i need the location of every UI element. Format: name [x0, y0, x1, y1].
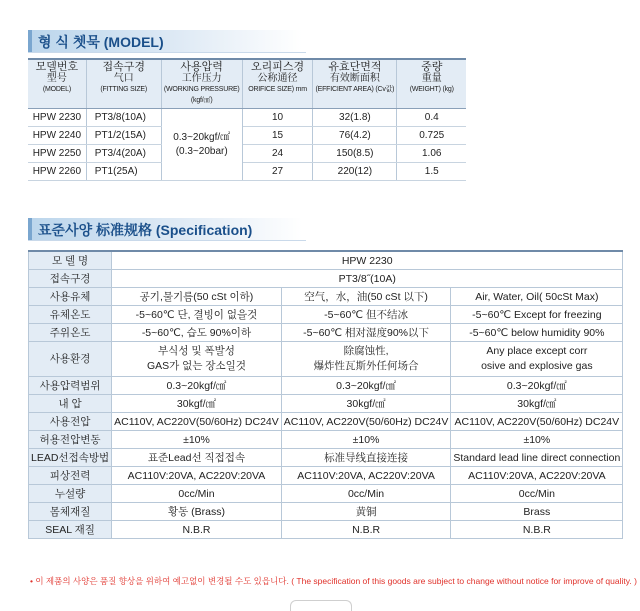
model-cell: HPW 2260 — [28, 163, 86, 181]
header-weight-ko: 중량 — [421, 61, 443, 73]
spec-value-en: AC110V:20VA, AC220V:20VA — [451, 467, 623, 485]
area-cell: 220(12) — [313, 163, 397, 181]
spec-value-ko-line2: GAS가 없는 장소일것 — [146, 360, 246, 372]
table-row — [29, 503, 623, 521]
spec-value-cn-line1: 除腐蚀性, — [343, 345, 389, 357]
spec-value-cn: ±10% — [281, 431, 451, 449]
spec-value-en: Air, Water, Oil( 50cSt Max) — [451, 288, 623, 306]
spec-value-ko: AC110V, AC220V(50/60Hz) DC24V — [112, 413, 282, 431]
spec-value-ko: -5~60℃, 습도 90%이하 — [112, 324, 282, 342]
pressure-bar: (0.3~20bar) — [175, 145, 228, 157]
spec-row-model — [29, 251, 623, 270]
weight-cell: 1.5 — [397, 163, 466, 181]
spec-label: 사용환경 — [29, 342, 112, 377]
spec-value-ko: 공기,물기름(50 cSt 이하) — [112, 288, 282, 306]
spec-value-en: 0cc/Min — [451, 485, 623, 503]
spec-value-ko: N.B.R — [112, 521, 282, 539]
spec-value-cn: N.B.R — [281, 521, 451, 539]
model-banner-divider — [28, 52, 306, 53]
orifice-cell: 27 — [242, 163, 313, 181]
model-cell: HPW 2240 — [28, 127, 86, 145]
model-section-title: 형 식 쳇묵 (MODEL) — [38, 34, 164, 50]
fitting-cell: PT3/8(10A) — [86, 109, 161, 127]
spec-value-cn: -5~60℃ 相对湿度90%以下 — [281, 324, 451, 342]
spec-label: 내 압 — [29, 395, 112, 413]
spec-value-en: N.B.R — [451, 521, 623, 539]
table-row — [29, 395, 623, 413]
pressure-cell — [161, 109, 242, 181]
spec-label: 피상전력 — [29, 467, 112, 485]
orifice-cell: 15 — [242, 127, 313, 145]
spec-value-cn: AC110V:20VA, AC220V:20VA — [281, 467, 451, 485]
fitting-cell: PT1/2(15A) — [86, 127, 161, 145]
spec-value-cn: 空气，水，油(50 cSt 以下) — [281, 288, 451, 306]
table-row — [28, 145, 466, 163]
spec-label: 사용압력범위 — [29, 377, 112, 395]
header-weight-cn: 重量 — [421, 73, 442, 84]
header-pressure-ko: 사용압력 — [180, 61, 223, 73]
header-fitting-ko: 접속구경 — [102, 61, 145, 73]
spec-value-cn: 30kgf/㎠ — [281, 395, 451, 413]
spec-value-en — [451, 342, 623, 377]
header-pressure-unit: (kgf/㎠) — [190, 97, 213, 104]
table-row — [29, 377, 623, 395]
area-cell: 32(1.8) — [313, 109, 397, 127]
spec-value-ko: -5~60℃ 단, 결빙이 없을것 — [112, 306, 282, 324]
header-orifice-ko: 오리피스경 — [250, 61, 305, 73]
spec-label: 사용전압 — [29, 413, 112, 431]
spec-section-banner — [28, 218, 302, 240]
header-area-cn: 有效断面积 — [329, 73, 380, 84]
spec-value-en: Standard lead line direct connection — [451, 449, 623, 467]
header-orifice-en: ORIFICE SIZE) mm — [248, 86, 307, 93]
header-model-ko: 모델번호 — [35, 61, 79, 73]
header-pressure — [161, 59, 242, 109]
spec-footnote: • 이 제품의 사양은 품질 향상을 위하여 예고없이 변경될 수도 있읍니다. ( The specification of this goods are subject to change without notice for improve of quality. ) — [30, 576, 637, 586]
spec-value-cn: 0cc/Min — [281, 485, 451, 503]
header-fitting — [86, 59, 161, 109]
spec-value-cn — [281, 342, 451, 377]
table-row — [29, 288, 623, 306]
table-row — [29, 485, 623, 503]
spec-value-cn: 标准导线直接连接 — [281, 449, 451, 467]
fitting-cell: PT1(25A) — [86, 163, 161, 181]
spec-value-en: 30kgf/㎠ — [451, 395, 623, 413]
spec-value-en: 0.3~20kgf/㎠ — [451, 377, 623, 395]
spec-section-title: 표준사양 标准规格 (Specification) — [38, 222, 253, 238]
spec-value-ko: 30kgf/㎠ — [112, 395, 282, 413]
spec-label: 모 델 명 — [29, 251, 112, 270]
weight-cell: 0.725 — [397, 127, 466, 145]
orifice-cell: 10 — [242, 109, 313, 127]
spec-label: SEAL 재질 — [29, 521, 112, 539]
table-row — [29, 467, 623, 485]
spec-value-cn: 0.3~20kgf/㎠ — [281, 377, 451, 395]
area-cell: 150(8.5) — [313, 145, 397, 163]
spec-value-en: AC110V, AC220V(50/60Hz) DC24V — [451, 413, 623, 431]
weight-cell: 0.4 — [397, 109, 466, 127]
header-model-en: (MODEL) — [42, 86, 71, 93]
spec-value-ko — [112, 342, 282, 377]
table-row — [28, 127, 466, 145]
spec-label: 접속구경 — [29, 270, 112, 288]
spec-value-en: -5~60℃ Except for freezing — [451, 306, 623, 324]
orifice-cell: 24 — [242, 145, 313, 163]
spec-value-en-line1: Any place except corr — [486, 345, 588, 357]
spec-value-ko: 0.3~20kgf/㎠ — [112, 377, 282, 395]
spec-row-fitting — [29, 270, 623, 288]
scroll-handle[interactable] — [290, 600, 352, 611]
header-orifice — [242, 59, 313, 109]
header-pressure-cn: 工作压力 — [181, 73, 222, 84]
spec-value-ko: AC110V:20VA, AC220V:20VA — [112, 467, 282, 485]
spec-model-value: HPW 2230 — [112, 251, 623, 270]
spec-value-cn: -5~60℃ 但不结冰 — [281, 306, 451, 324]
model-cell: HPW 2250 — [28, 145, 86, 163]
spec-value-ko: 0cc/Min — [112, 485, 282, 503]
header-fitting-cn: 气口 — [113, 73, 134, 84]
table-row — [28, 109, 466, 127]
header-area — [313, 59, 397, 109]
spec-value-en: ±10% — [451, 431, 623, 449]
spec-value-ko: 표준Lead선 직접접속 — [112, 449, 282, 467]
header-model-cn: 型号 — [46, 73, 67, 84]
spec-value-en: -5~60℃ below humidity 90% — [451, 324, 623, 342]
table-row — [29, 306, 623, 324]
area-cell: 76(4.2) — [313, 127, 397, 145]
table-row — [29, 449, 623, 467]
table-row — [29, 342, 623, 377]
table-row — [29, 413, 623, 431]
pressure-kgf: 0.3~20kgf/㎠ — [173, 131, 231, 143]
header-area-ko: 유효단면적 — [328, 61, 382, 73]
model-section-banner — [28, 30, 302, 52]
spec-value-cn: 黄铜 — [281, 503, 451, 521]
spec-value-cn-line2: 爆炸性瓦斯外任何场合 — [313, 360, 419, 372]
table-row — [29, 521, 623, 539]
spec-label: 누설량 — [29, 485, 112, 503]
spec-label: 사용유체 — [29, 288, 112, 306]
spec-table — [28, 250, 623, 539]
spec-value-ko: 황동 (Brass) — [112, 503, 282, 521]
header-model — [28, 59, 86, 109]
spec-label: 유체온도 — [29, 306, 112, 324]
spec-fitting-value: PT3/8˝(10A) — [112, 270, 623, 288]
spec-label: 주위온도 — [29, 324, 112, 342]
spec-label: 허용전압변동 — [29, 431, 112, 449]
table-row — [28, 163, 466, 181]
spec-value-cn: AC110V, AC220V(50/60Hz) DC24V — [281, 413, 451, 431]
spec-value-en-line2: osive and explosive gas — [481, 360, 593, 372]
spec-value-ko-line1: 부식성 및 폭발성 — [158, 345, 235, 357]
weight-cell: 1.06 — [397, 145, 466, 163]
spec-label: LEAD선접속방법 — [29, 449, 112, 467]
header-area-en: (EFFICIENT AREA) (Cv값) — [315, 86, 395, 93]
spec-value-ko: ±10% — [112, 431, 282, 449]
spec-banner-divider — [28, 240, 306, 241]
header-pressure-en: (WORKING PRESSURE) — [163, 86, 240, 93]
model-table-header — [28, 59, 466, 109]
table-row — [29, 431, 623, 449]
header-weight — [397, 59, 466, 109]
model-cell: HPW 2230 — [28, 109, 86, 127]
spec-value-en: Brass — [451, 503, 623, 521]
spec-label: 몸체재질 — [29, 503, 112, 521]
header-fitting-en: (FITTING SIZE) — [100, 86, 148, 93]
table-row — [29, 324, 623, 342]
header-weight-en: (WEIGHT) (kg) — [409, 86, 454, 93]
model-table — [28, 58, 466, 181]
fitting-cell: PT3/4(20A) — [86, 145, 161, 163]
header-orifice-cn: 公称通径 — [257, 73, 298, 84]
